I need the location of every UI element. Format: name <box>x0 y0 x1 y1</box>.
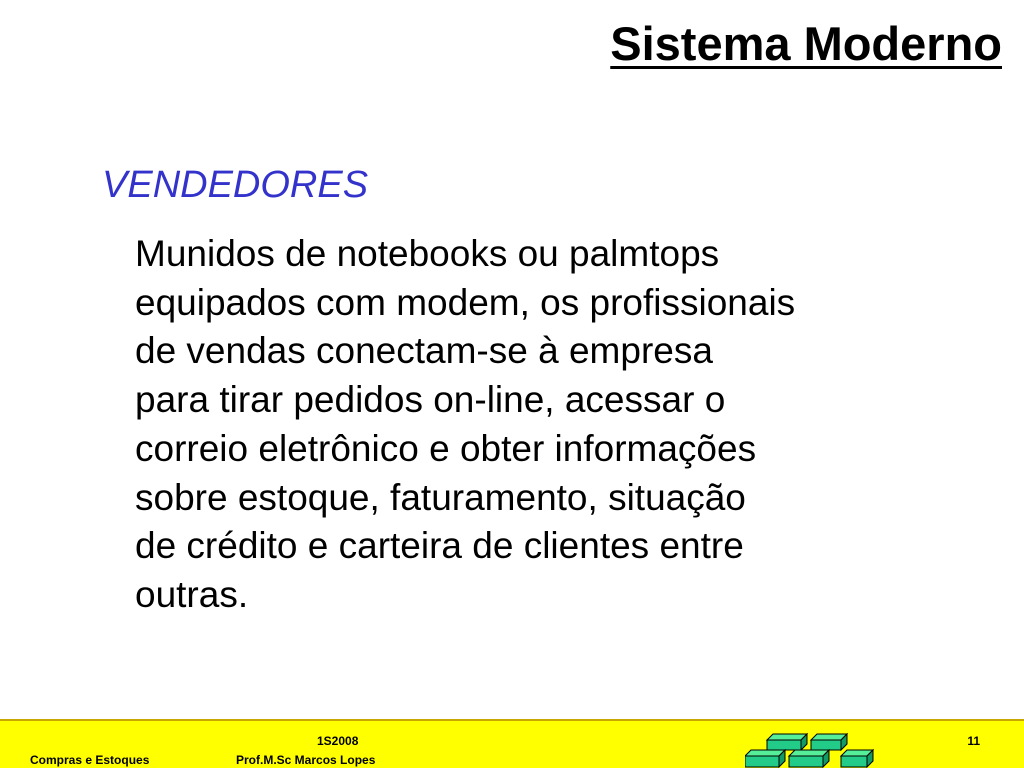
section-heading: VENDEDORES <box>102 164 369 206</box>
footer-course: Compras e Estoques <box>30 753 150 767</box>
body-line: para tirar pedidos on-line, acessar o <box>135 379 726 421</box>
body-line: outras. <box>135 573 249 615</box>
body-line: de vendas conectam-se à empresa <box>135 330 713 372</box>
slide-title: Sistema Moderno <box>610 17 1002 70</box>
footer-term: 1S2008 <box>317 734 359 748</box>
footer-author: Prof.M.Sc Marcos Lopes <box>236 753 376 767</box>
body-line: Munidos de notebooks ou palmtops <box>135 233 720 274</box>
body-line: sobre estoque, faturamento, situação <box>135 476 746 518</box>
footer-bar <box>0 719 1024 768</box>
footer-page-number: 11 <box>967 734 980 748</box>
body-paragraph <box>135 230 995 620</box>
body-line: correio eletrônico e obter informações <box>135 427 757 469</box>
body-line: equipados com modem, os profissionais <box>135 281 796 323</box>
body-line: de crédito e carteira de clientes entre <box>135 525 744 567</box>
stacked-green-blocks-icon <box>745 732 875 768</box>
